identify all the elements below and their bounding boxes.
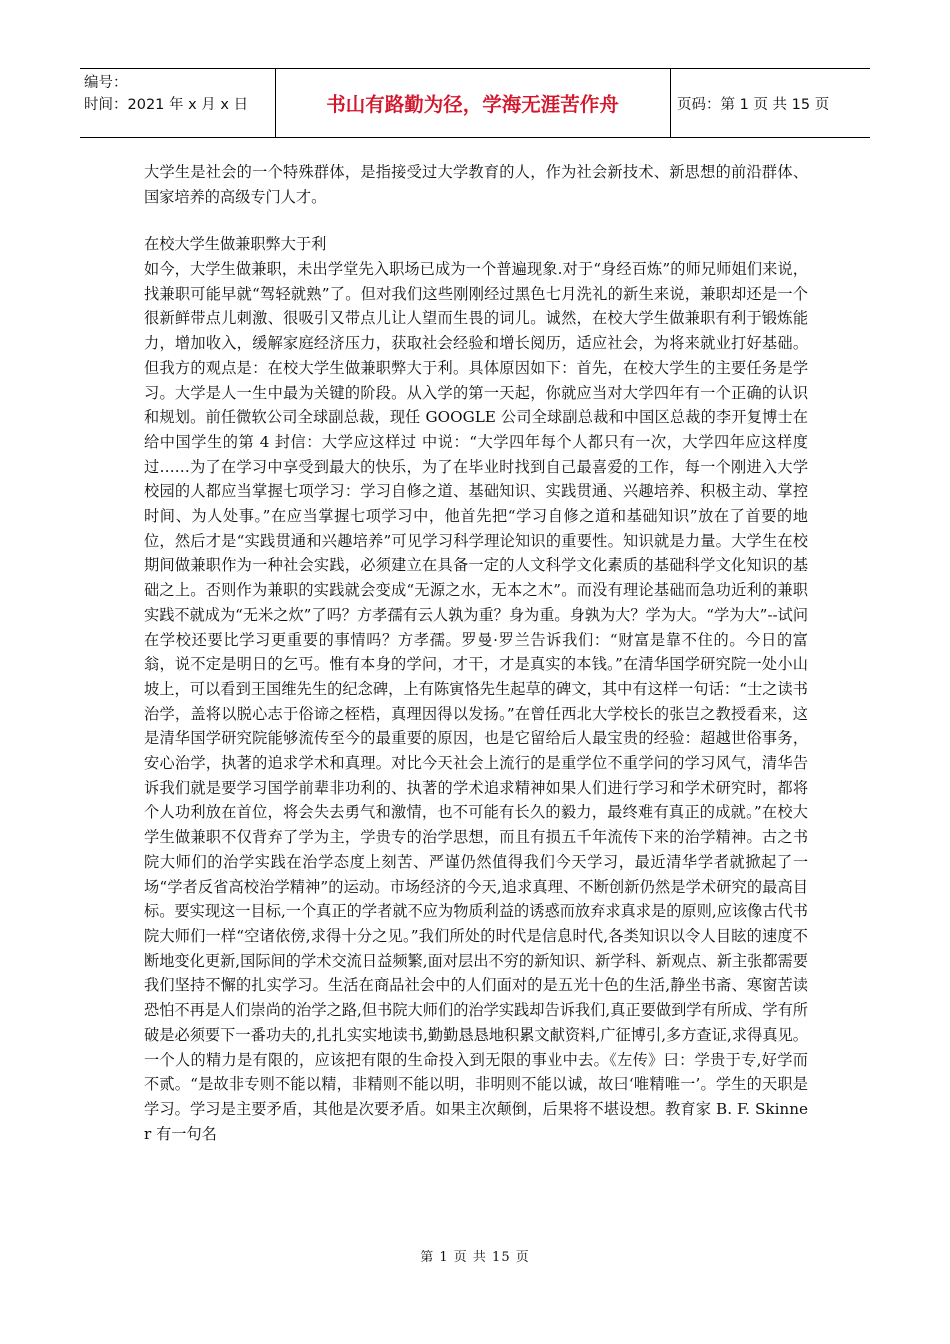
page-footer: 第 1 页 共 15 页 [420,1250,530,1265]
document-code-label: 编号： [84,75,128,91]
section-heading: 在校大学生做兼职弊大于利 [144,235,327,253]
header-meta [80,69,276,137]
main-paragraph: 如今，大学生做兼职，未出学堂先入职场已成为一个普遍现象.对于“身经百炼”的师兄师姐们来说，找兼职可能早就“驾轻就熟”了。但对我们这些刚刚经过黑色七月洗礼的新生来说，兼职却还是一个很新鲜带点儿刺激、很吸引又带点儿让人望而生畏的词儿。诚然，在校大学生做兼职有利于锻炼能力，增加收入，缓解家庭经济压力，获取社会经验和增长阅历，适应社会，为将来就业打好基础。但我方的观点是：在校大学生做兼职弊大于利。具体原因如下：首先，在校大学生的主要任务是学习。大学是人一生中最为关键的阶段。从入学的第一天起，你就应当对大学四年有一个正确的认识和规划。前任微软公司全球副总裁，现任 GOOGLE 公司全球副总裁和中国区总裁的李开复博士在给中国学生的第 4 封信：大学应这样过 中说：“大学四年每个人都只有一次，大学四年应这样度过……为了在学习中享受到最大的快乐，为了在毕业时找到自己最喜爱的工作，每一个刚进入大学校园的人都应当掌握七项学习：学习自修之道、基础知识、实践贯通、兴趣培养、积极主动、掌控时间、为人处事。”在应当掌握七项学习中，他首先把“学习自修之道和基础知识”放在了首要的地位，然后才是“实践贯通和兴趣培养”可见学习科学理论知识的重要性。知识就是力量。大学生在校期间做兼职作为一种社会实践，必须建立在具备一定的人文科学文化素质的基础科学文化知识的基础之上。否则作为兼职的实践就会变成“无源之水，无本之木”。而没有理论基础而急功近利的兼职实践不就成为“无米之炊”了吗？方孝孺有云人孰为重？身为重。身孰为大？学为大。“学为大”--试问在学校还要比学习更重要的事情吗？方孝孺。罗曼·罗兰告诉我们：“财富是靠不住的。今日的富翁，说不定是明日的乞丐。惟有本身的学问，才干，才是真实的本钱。”在清华国学研究院一处小山坡上，可以看到王国维先生的纪念碑，上有陈寅恪先生起草的碑文，其中有这样一句话：“士之读书治学，盖将以脱心志于俗谛之桎梏，真理因得以发扬。”在曾任西北大学校长的张岂之教授看来，这是清华国学研究院能够流传至今的最重要的原因，也是它留给后人最宝贵的经验：超越世俗事务，安心治学，执著的追求学术和真理。对比今天社会上流行的是重学位不重学问的学习风气，清华告诉我们就是要学习国学前辈非功利的、执著的学术追求精神如果人们进行学习和学术研究时，都将个人功利放在首位，将会失去勇气和激情，也不可能有长久的毅力，最终难有真正的成就。”在校大学生做兼职不仅背弃了学为主，学贵专的治学思想，而且有损五千年流传下来的治学精神。古之书院大师们的治学实践在治学态度上刻苦、严谨仍然值得我们今天学习，最近清华学者就掀起了一场“学者反省高校治学精神”的运动。市场经济的今天,追求真理、不断创新仍然是学术研究的最高目标。要实现这一目标,一个真正的学者就不应为物质利益的诱惑而放弃求真求是的原则,应该像古代书院大师们一样“空诸依傍,求得十分之见。”我们所处的时代是信息时代,各类知识以令人目眩的速度不断地变化更新,国际间的学术交流日益频繁,面对层出不穷的新知识、新学科、新观点、新主张都需要我们坚持不懈的扎实学习。生活在商品社会中的人们面对的是五光十色的生活,静坐书斋、寒窗苦读恐怕不再是人们崇尚的治学之路,但书院大师们的治学实践却告诉我们,真正要做到学有所成、学有所破是必须要下一番功夫的,扎扎实实地读书,勤勤恳恳地积累文献资料,广征博引,多方查证,求得真见。一个人的精力是有限的，应该把有限的生命投入到无限的事业中去。《左传》曰：学贵于专,好学而不贰。“是故非专则不能以精，非精则不能以明，非明则不能以诚，故曰‘唯精唯一’。学生的天职是学习。学习是主要矛盾，其他是次要矛盾。如果主次颠倒，后果将不堪设想。教育家 B. F. Skinner 有一句名 [144,260,809,1143]
header-page-info [670,69,871,137]
document-date: 时间：2021 年 x 月 x 日 [84,97,249,113]
page-info-text: 页码：第 1 页 共 15 页 [677,96,830,113]
header-motto: 书山有路勤为径，学海无涯苦作舟 [326,93,619,116]
intro-paragraph: 大学生是社会的一个特殊群体，是指接受过大学教育的人，作为社会新技术、新思想的前沿群体、国家培养的高级专门人才。 [144,163,808,206]
page-header [80,68,870,138]
